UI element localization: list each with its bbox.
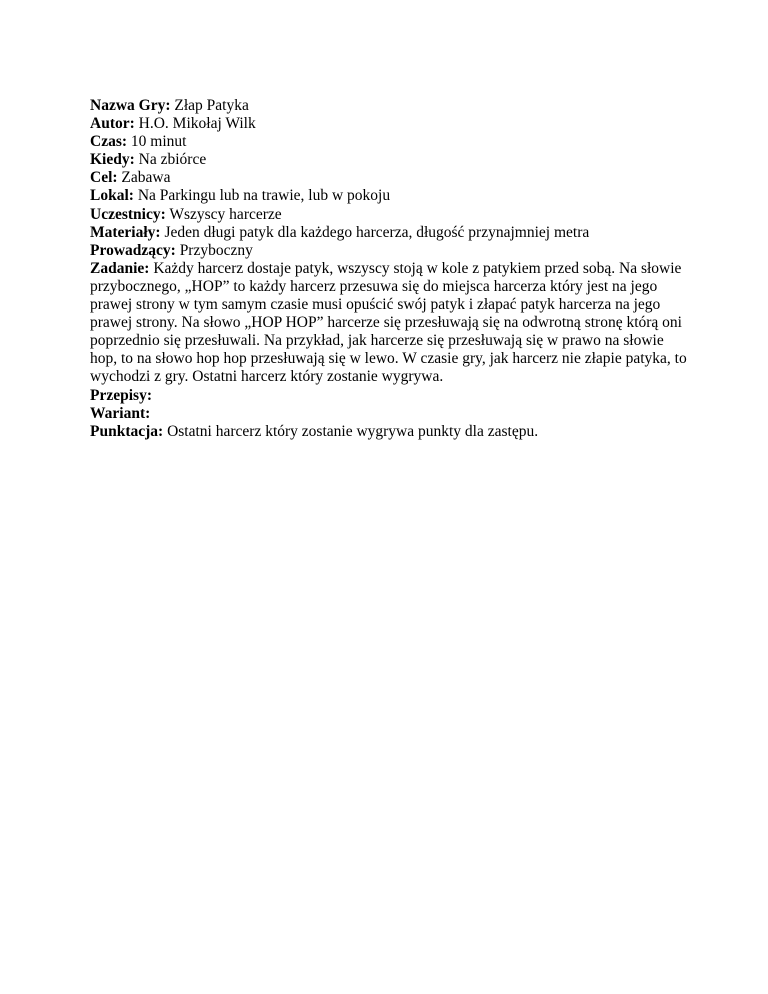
field-value: Wszyscy harcerze xyxy=(169,205,282,223)
field-value: 10 minut xyxy=(130,133,187,151)
field-label: Punktacja: xyxy=(90,422,164,440)
field-label: Prowadzący: xyxy=(90,241,176,259)
field-when xyxy=(90,151,690,169)
field-label: Autor: xyxy=(90,115,135,133)
field-label: Kiedy: xyxy=(90,151,135,169)
field-label: Uczestnicy: xyxy=(90,205,166,223)
field-value: Jeden długi patyk dla każdego harcerza, długość przynajmniej metra xyxy=(164,223,590,241)
field-value: Złap Patyka xyxy=(174,97,249,114)
field-label: Lokal: xyxy=(90,187,134,205)
field-rules xyxy=(90,387,690,405)
field-value: Przyboczny xyxy=(179,241,253,259)
field-scoring xyxy=(90,423,690,441)
field-label: Zadanie: xyxy=(90,259,150,277)
field-leader xyxy=(90,242,690,260)
field-materials xyxy=(90,224,690,242)
field-participants xyxy=(90,206,690,224)
field-value: Na Parkingu lub na trawie, lub w pokoju xyxy=(137,187,391,205)
field-label: Cel: xyxy=(90,169,118,187)
field-value: H.O. Mikołaj Wilk xyxy=(138,115,256,133)
field-time xyxy=(90,133,690,151)
field-label: Nazwa Gry: xyxy=(90,97,171,114)
field-task xyxy=(90,260,690,387)
field-goal xyxy=(90,169,690,187)
field-value: Na zbiórce xyxy=(138,151,207,169)
field-author xyxy=(90,115,690,133)
field-game-name xyxy=(90,97,690,115)
field-location xyxy=(90,187,690,205)
field-value: Każdy harcerz dostaje patyk, wszyscy stoją w kole z patykiem przed sobą. Na słowie przybocznego, „HOP” to każdy harcerz przesuwa się do miejsca harcerza który jest na jego prawej strony w tym samym czasie musi opuścić swój patyk i złapać patyk harcerza na jego prawej strony. Na słowo „HOP HOP” harcerze się przesłuwają się na odwrotną stronę którą oni poprzednio się przesłuwali. Na przykład, jak harcerze się przesłuwają się w prawo na słowie hop, to na słowo hop hop przesłuwają się w lewo. W czasie gry, jak harcerz nie złapie patyka, to wychodzi z gry. Ostatni harcerz który zostanie wygrywa. xyxy=(90,259,687,386)
field-variant xyxy=(90,405,690,423)
field-value: Ostatni harcerz który zostanie wygrywa punkty dla zastępu. xyxy=(167,422,539,440)
document-body xyxy=(90,97,690,441)
field-label: Materiały: xyxy=(90,223,161,241)
field-label: Wariant: xyxy=(90,404,151,422)
field-value: Zabawa xyxy=(121,169,171,187)
field-label: Czas: xyxy=(90,133,128,151)
field-label: Przepisy: xyxy=(90,386,152,404)
